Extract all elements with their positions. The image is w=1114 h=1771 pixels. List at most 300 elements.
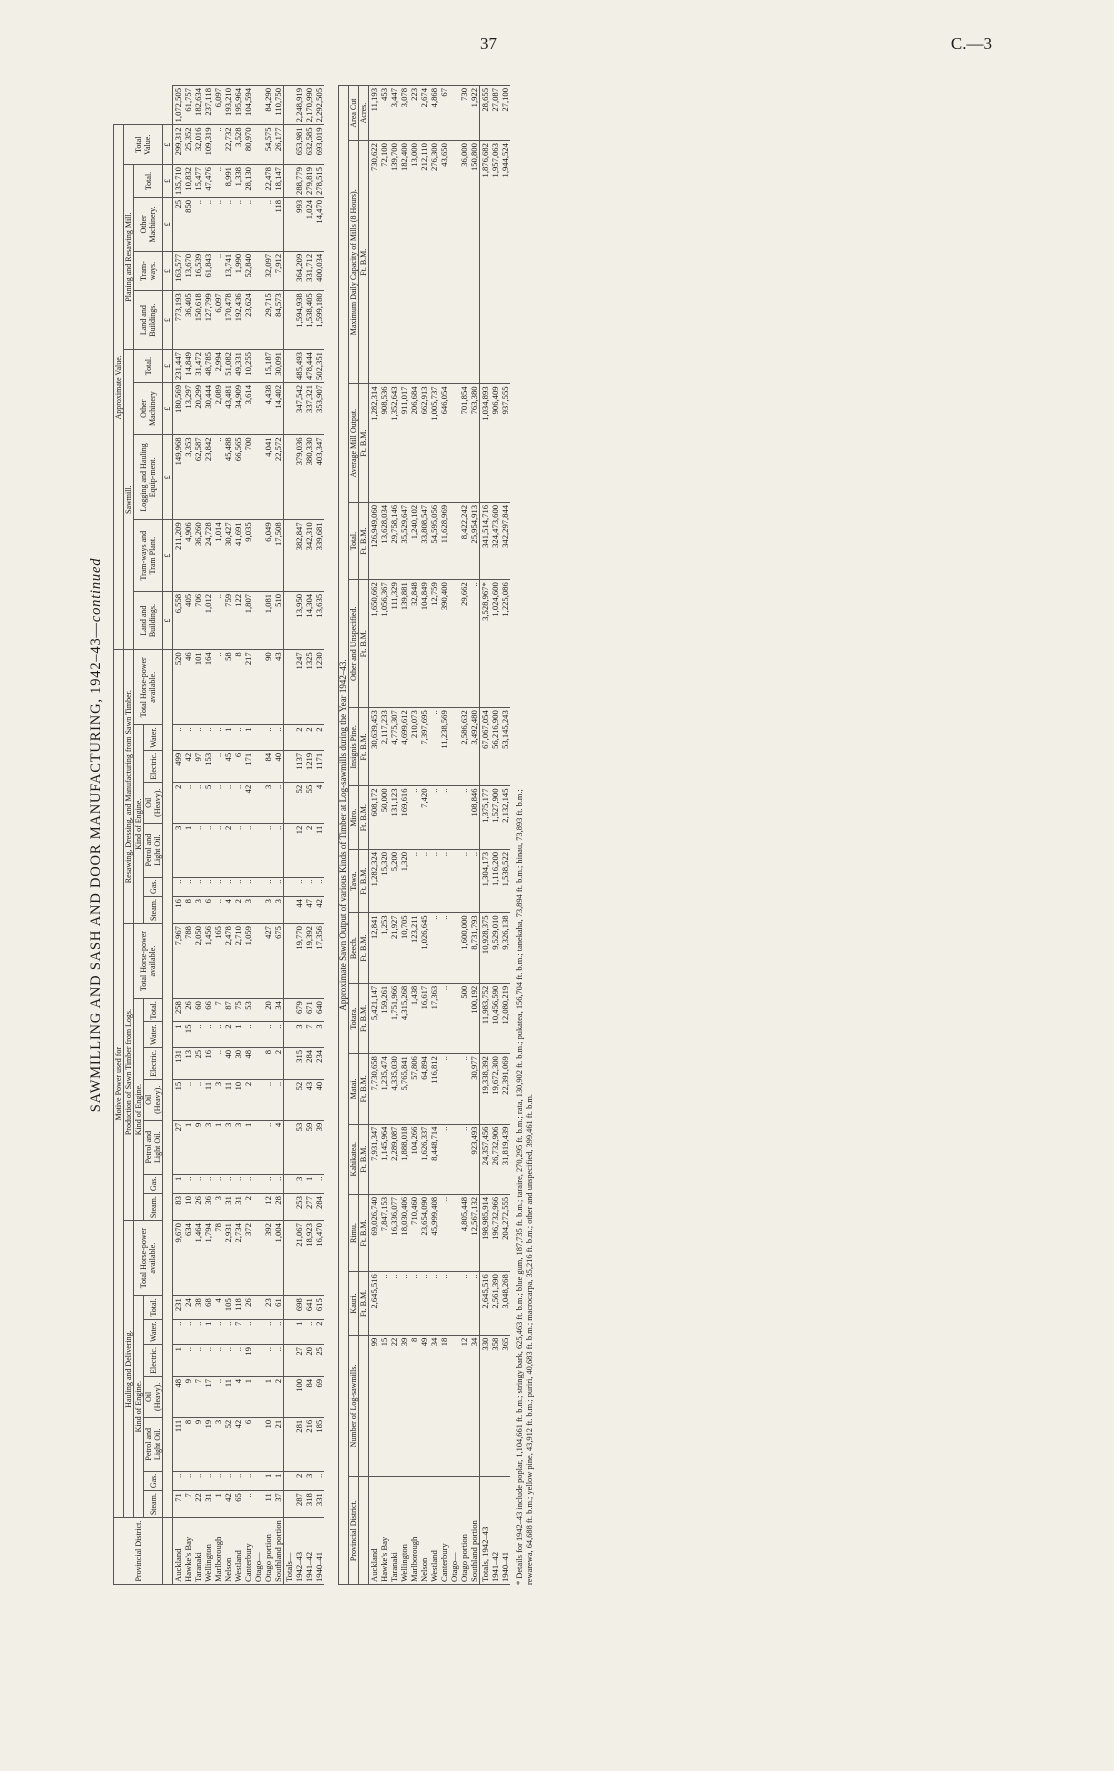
table-cell: [284, 1194, 295, 1221]
table-cell: [449, 1272, 459, 1335]
table-cell: 1,375,177: [480, 786, 491, 849]
table-cell: 2: [273, 1376, 284, 1417]
table-cell: 24: [183, 1296, 193, 1319]
table-cell: 149,968: [173, 435, 184, 520]
hdr-water: Water.: [144, 1319, 163, 1344]
table2-caption: Approximate Sawn Output of various Kinds of Timber at Log-sawmills during the Year 1942–43.: [339, 86, 349, 1585]
table-cell: 48: [173, 1376, 184, 1417]
table-cell: 7,420: [419, 786, 429, 849]
table-cell: ..: [183, 1319, 193, 1344]
table-cell: 23,624: [243, 291, 253, 350]
table-cell: 4: [213, 1296, 223, 1319]
table-cell: 10,832: [183, 165, 193, 198]
table-cell: 17,363: [429, 983, 439, 1053]
table-cell: 139,881: [399, 580, 409, 708]
table-cell: 1: [213, 1120, 223, 1174]
table-cell: ..: [213, 1376, 223, 1417]
table-row: [304, 86, 314, 1585]
hdr-oil: Oil (Heavy).: [144, 782, 163, 823]
table-cell: 110,750: [273, 86, 284, 125]
hdr-steam: Steam.: [144, 1491, 163, 1518]
table-cell: 8,448,714: [429, 1124, 439, 1194]
table-cell: 28,130: [243, 165, 253, 198]
table-cell: ..: [223, 1345, 233, 1377]
table2-unit: Ft. B.M.: [359, 384, 369, 502]
table-cell: ..: [203, 877, 213, 896]
table-cell: 1,599,180: [314, 291, 324, 350]
table-cell: 13,297: [183, 383, 193, 435]
table-cell: ..: [213, 1345, 223, 1377]
table-cell: 1: [173, 1174, 184, 1193]
table-row: [379, 86, 389, 1585]
table-cell: 42: [183, 750, 193, 782]
table2-col-header: Provincial District.: [349, 1477, 359, 1585]
table2-col-header: Matai.: [349, 1054, 359, 1124]
table-cell: ..: [233, 877, 243, 896]
table-cell: ..: [173, 1471, 184, 1490]
table-cell: 29,715: [263, 291, 273, 350]
table-cell: 1,527,900: [490, 786, 500, 849]
table-cell: 75: [233, 999, 243, 1022]
table-cell: 171: [243, 750, 253, 782]
table-cell: 12,080,219: [500, 983, 510, 1053]
table-cell: 193,210: [223, 86, 233, 125]
table-cell: 30,977: [469, 1054, 480, 1124]
table-cell: ..: [273, 1174, 284, 1193]
table-cell: 43: [304, 1079, 314, 1120]
table-cell: 7: [213, 999, 223, 1022]
table-cell: [284, 1417, 295, 1471]
table-cell: 2,050: [193, 924, 203, 999]
table-cell: 253: [294, 1194, 304, 1221]
title-continued: continued: [88, 557, 104, 623]
unit-pound: £: [163, 165, 173, 198]
table-cell: ..: [193, 197, 203, 251]
hdr-hauling: Hauling and Delivering.: [124, 1221, 134, 1518]
hdr-steam: Steam.: [144, 897, 163, 924]
table-cell: ..: [314, 877, 324, 896]
row-district: Totals, 1942–43: [480, 1477, 491, 1585]
table-cell: ..: [233, 1174, 243, 1193]
table-cell: ..: [213, 897, 223, 924]
table-cell: 3,492,480: [469, 708, 480, 786]
table-cell: ..: [213, 750, 223, 782]
table-cell: 192,436: [233, 291, 243, 350]
table-cell: 1: [294, 1319, 304, 1344]
table-cell: ..: [439, 1272, 449, 1335]
row-district: Southland portion: [273, 1518, 284, 1585]
table-cell: 2,561,390: [490, 1272, 500, 1335]
table-cell: 3,447: [389, 86, 399, 141]
table-cell: 30: [233, 1047, 243, 1079]
table-row: [253, 86, 263, 1585]
col-district: Provincial District.: [114, 1518, 163, 1585]
table-cell: 35,529,647: [399, 502, 409, 579]
table-cell: 1,626,337: [419, 1124, 429, 1194]
table-cell: 90: [263, 650, 273, 725]
table-cell: 12,567,132: [469, 1194, 480, 1271]
table-cell: 22,391,069: [500, 1054, 510, 1124]
table2-unit: [359, 1477, 369, 1585]
table-cell: 163,577: [173, 251, 184, 290]
table-cell: 210,073: [409, 708, 419, 786]
table2-unit: Ft. B.M.: [359, 1124, 369, 1194]
table-cell: [253, 1417, 263, 1471]
table-cell: 135,710: [173, 165, 184, 198]
table-cell: 24,357,456: [480, 1124, 491, 1194]
table-cell: ..: [294, 877, 304, 896]
table-cell: [253, 924, 263, 999]
table-cell: 1,072,505: [173, 86, 184, 125]
table-cell: ..: [183, 1471, 193, 1490]
title-main: SAWMILLING AND SASH AND DOOR MANUFACTURING, 1942–43: [88, 637, 104, 1113]
table-cell: ..: [469, 849, 480, 912]
table-cell: [253, 1079, 263, 1120]
table-cell: [449, 1124, 459, 1194]
table-cell: 53,145,243: [500, 708, 510, 786]
table-cell: 14,470: [314, 197, 324, 251]
table-cell: ..: [223, 877, 233, 896]
unit-pound: £: [163, 435, 173, 520]
table-cell: 499: [173, 750, 184, 782]
table-cell: 13,000: [409, 141, 419, 384]
table-cell: 358: [490, 1335, 500, 1477]
table-cell: 1: [243, 1376, 253, 1417]
table-cell: 34,909: [233, 383, 243, 435]
table-cell: ..: [439, 1054, 449, 1124]
table-cell: 198,985,914: [480, 1194, 491, 1271]
unit-blank: [163, 650, 173, 1518]
table-cell: 1,056,367: [379, 580, 389, 708]
table-cell: 3,078: [399, 86, 409, 141]
table-cell: 19,770: [294, 924, 304, 999]
table-cell: 2,117,233: [379, 708, 389, 786]
table-cell: 405: [183, 591, 193, 649]
table-cell: ..: [263, 1319, 273, 1344]
table-row: [233, 86, 243, 1585]
table-cell: 3,048,268: [500, 1272, 510, 1335]
hdr-planing: Planing and Resawing Mill.: [124, 165, 134, 350]
table-cell: 634: [183, 1221, 193, 1296]
hdr-oil: Oil (Heavy).: [144, 1079, 163, 1120]
table-cell: 49,331: [233, 350, 243, 383]
table-cell: 44: [294, 897, 304, 924]
table-cell: 30,427: [223, 520, 233, 592]
row-district: Wellington: [203, 1518, 213, 1585]
table-cell: 60: [193, 999, 203, 1022]
table-cell: 69: [314, 1376, 324, 1417]
table-cell: [284, 1296, 295, 1319]
table-cell: [449, 786, 459, 849]
table-cell: 37: [273, 1491, 284, 1518]
table-cell: [253, 291, 263, 350]
table-cell: 701,854: [459, 384, 469, 502]
table2-col-header: Insignis Pine.: [349, 708, 359, 786]
table-cell: 4,699,612: [399, 708, 409, 786]
table-cell: 19: [203, 1417, 213, 1471]
table-cell: 510: [273, 591, 284, 649]
table-cell: ..: [233, 1345, 243, 1377]
table-cell: 500: [459, 983, 469, 1053]
table-cell: ..: [183, 1079, 193, 1120]
table-cell: 1,320: [399, 849, 409, 912]
table-cell: 18,147: [273, 165, 284, 198]
table-cell: ..: [429, 1272, 439, 1335]
table-cell: 1: [173, 1022, 184, 1047]
table-row: [203, 86, 213, 1585]
table-cell: 97: [193, 750, 203, 782]
table-cell: 13,628,034: [379, 502, 389, 579]
table-cell: 26: [183, 999, 193, 1022]
table2-col-header: Kahikatea.: [349, 1124, 359, 1194]
table-cell: 19,338,392: [480, 1054, 491, 1124]
table-cell: 8: [233, 650, 243, 725]
table-cell: 364,209: [294, 251, 304, 290]
unit-pound: £: [163, 520, 173, 592]
hdr-gas: Gas.: [144, 877, 163, 896]
table-cell: [284, 897, 295, 924]
table-cell: 217: [243, 650, 253, 725]
table-cell: 169,616: [399, 786, 409, 849]
table-cell: [449, 1054, 459, 1124]
table-cell: 23: [263, 1296, 273, 1319]
table-cell: 608,172: [369, 786, 380, 849]
table-cell: 30,639,453: [369, 708, 380, 786]
table-cell: 20: [263, 999, 273, 1022]
unit-pound: £: [163, 291, 173, 350]
table-cell: [253, 1022, 263, 1047]
table-cell: 45: [223, 750, 233, 782]
hdr-kind-2: Kind of Engine.: [134, 999, 144, 1221]
table-cell: 61: [273, 1296, 284, 1319]
table-cell: ..: [213, 782, 223, 823]
table-cell: 99: [369, 1335, 380, 1477]
table-cell: 15,187: [263, 350, 273, 383]
table-cell: 15,477: [193, 165, 203, 198]
table-cell: 2: [243, 1079, 253, 1120]
table-cell: 54,595,056: [429, 502, 439, 579]
table-cell: 2: [294, 725, 304, 750]
table-cell: 1,282,314: [369, 384, 380, 502]
row-district: Hawke's Bay: [379, 1477, 389, 1585]
table-cell: ..: [273, 1319, 284, 1344]
table-cell: ..: [243, 197, 253, 251]
table-cell: ..: [223, 1471, 233, 1490]
table-cell: [284, 86, 295, 125]
table-cell: 4,041: [263, 435, 273, 520]
table-cell: 1,026,645: [419, 913, 429, 983]
table-cell: 17,356: [314, 924, 324, 999]
table-cell: 1,012: [203, 591, 213, 649]
table-cell: ..: [243, 1022, 253, 1047]
table-cell: [253, 1296, 263, 1319]
table-cell: [284, 1047, 295, 1079]
table2-unit: [359, 1335, 369, 1477]
row-district: Hawke's Bay: [183, 1518, 193, 1585]
table-cell: [253, 1376, 263, 1417]
table-cell: 57,806: [409, 1054, 419, 1124]
footnote: [515, 85, 535, 1585]
table-cell: [284, 823, 295, 877]
table-cell: 5,200: [389, 849, 399, 912]
table-cell: ..: [203, 725, 213, 750]
table-cell: 19: [243, 1345, 253, 1377]
table-cell: [253, 877, 263, 896]
table-cell: 65: [233, 1491, 243, 1518]
table-cell: ..: [193, 1022, 203, 1047]
table-cell: 3: [294, 1174, 304, 1193]
table-cell: [449, 1335, 459, 1477]
table-cell: 170,478: [223, 291, 233, 350]
table-row: [399, 86, 409, 1585]
table-cell: 54,575: [263, 125, 273, 165]
table2-unit: Ft. B.M.: [359, 849, 369, 912]
table-cell: 29,758,146: [389, 502, 399, 579]
table-cell: [253, 520, 263, 592]
table-cell: 763,380: [469, 384, 480, 502]
table-cell: 195,964: [233, 86, 243, 125]
table-cell: 12: [294, 823, 304, 877]
table-cell: 4,775,307: [389, 708, 399, 786]
table-cell: 640: [314, 999, 324, 1022]
table-cell: [253, 251, 263, 290]
table-cell: 180,569: [173, 383, 184, 435]
table-cell: 1,338: [233, 165, 243, 198]
table-cell: 850: [183, 197, 193, 251]
table-cell: 342,297,844: [500, 502, 510, 579]
table-cell: 36,405: [183, 291, 193, 350]
table-row: [490, 86, 500, 1585]
table-cell: [253, 897, 263, 924]
table-cell: ..: [213, 725, 223, 750]
table-cell: ..: [233, 782, 243, 823]
table-cell: 2,478: [223, 924, 233, 999]
table-cell: 68: [203, 1296, 213, 1319]
table-cell: 22,572: [273, 435, 284, 520]
row-district: Taranaki: [389, 1477, 399, 1585]
table-cell: ..: [304, 877, 314, 896]
table-cell: ..: [183, 782, 193, 823]
table-cell: ..: [213, 823, 223, 877]
table-cell: 478,444: [304, 350, 314, 383]
table-cell: 7: [183, 1491, 193, 1518]
hdr-other-1: Other Machinery: [134, 383, 163, 435]
table-row: [469, 86, 480, 1585]
table-cell: 56,216,900: [490, 708, 500, 786]
row-district: Otago portion: [459, 1477, 469, 1585]
table-cell: ..: [213, 1174, 223, 1193]
table-cell: ..: [193, 1079, 203, 1120]
table-cell: [449, 983, 459, 1053]
table1-body: [173, 86, 325, 1585]
table-cell: ..: [439, 983, 449, 1053]
table-cell: 2,170,990: [304, 86, 314, 125]
table-cell: ..: [193, 782, 203, 823]
rotated-page-content: [88, 85, 1008, 1585]
table-cell: [253, 383, 263, 435]
table-cell: 710,460: [409, 1194, 419, 1271]
table-cell: ..: [429, 849, 439, 912]
hdr-total-value: Total Value.: [124, 125, 163, 165]
table-cell: ..: [429, 913, 439, 983]
page-number: 37: [480, 34, 497, 53]
table-cell: 13: [183, 1047, 193, 1079]
table2-unit: Ft. B.M.: [359, 786, 369, 849]
table-cell: 25: [173, 197, 184, 251]
table-cell: [449, 708, 459, 786]
table-cell: 84,290: [263, 86, 273, 125]
table-cell: 632,585: [304, 125, 314, 165]
table-cell: 116,812: [429, 1054, 439, 1124]
table-cell: 284: [304, 1047, 314, 1079]
table-cell: 1,600,000: [459, 913, 469, 983]
table-cell: ..: [439, 1124, 449, 1194]
table2-col-header: Rimu.: [349, 1194, 359, 1271]
table-cell: 1,116,200: [490, 849, 500, 912]
table-cell: 1219: [304, 750, 314, 782]
table-cell: 706: [193, 591, 203, 649]
table-cell: 11: [263, 1491, 273, 1518]
table-cell: ..: [314, 1471, 324, 1490]
table-cell: 2,248,919: [294, 86, 304, 125]
table-cell: 150,618: [193, 291, 203, 350]
table-cell: 26: [193, 1194, 203, 1221]
table-cell: 182,634: [193, 86, 203, 125]
table-row: [419, 86, 429, 1585]
table-row: [480, 86, 491, 1585]
table-cell: [284, 291, 295, 350]
table-cell: 61,757: [183, 86, 193, 125]
table-cell: 9: [193, 1417, 203, 1471]
table-cell: 403,347: [314, 435, 324, 520]
table-cell: 993: [294, 197, 304, 251]
table-cell: 3: [263, 897, 273, 924]
hdr-land-1: Land and Buildings.: [134, 591, 163, 649]
hdr-tram-1: Tram-ways and Tram Plant.: [134, 520, 163, 592]
table-cell: 1: [233, 1022, 243, 1047]
table-cell: 1: [223, 725, 233, 750]
table-cell: [253, 1047, 263, 1079]
table-cell: 1,059: [243, 924, 253, 999]
table-cell: 7,931,347: [369, 1124, 380, 1194]
table-cell: 906,409: [490, 384, 500, 502]
table-cell: [449, 86, 459, 141]
table-cell: ..: [439, 786, 449, 849]
table-cell: ..: [233, 197, 243, 251]
table-cell: ..: [193, 725, 203, 750]
table-cell: 1,024: [304, 197, 314, 251]
table-cell: [253, 1471, 263, 1490]
table-cell: 2: [273, 1047, 284, 1079]
table-cell: ..: [213, 591, 223, 649]
table-row: [409, 86, 419, 1585]
table-cell: 5,765,841: [399, 1054, 409, 1124]
table-cell: 25,352: [183, 125, 193, 165]
table-cell: 339,681: [314, 520, 324, 592]
table-cell: 331,712: [304, 251, 314, 290]
table-cell: 11,628,969: [439, 502, 449, 579]
table-cell: 100: [294, 1376, 304, 1417]
table-cell: 4,438: [263, 383, 273, 435]
table-cell: 11,193: [369, 86, 380, 141]
table-cell: 1,807: [243, 591, 253, 649]
table-cell: 679: [294, 999, 304, 1022]
table-cell: ..: [273, 725, 284, 750]
table-cell: [253, 750, 263, 782]
table-cell: 131: [173, 1047, 184, 1079]
table-cell: 69,026,740: [369, 1194, 380, 1271]
hdr-electric: Electric.: [144, 750, 163, 782]
